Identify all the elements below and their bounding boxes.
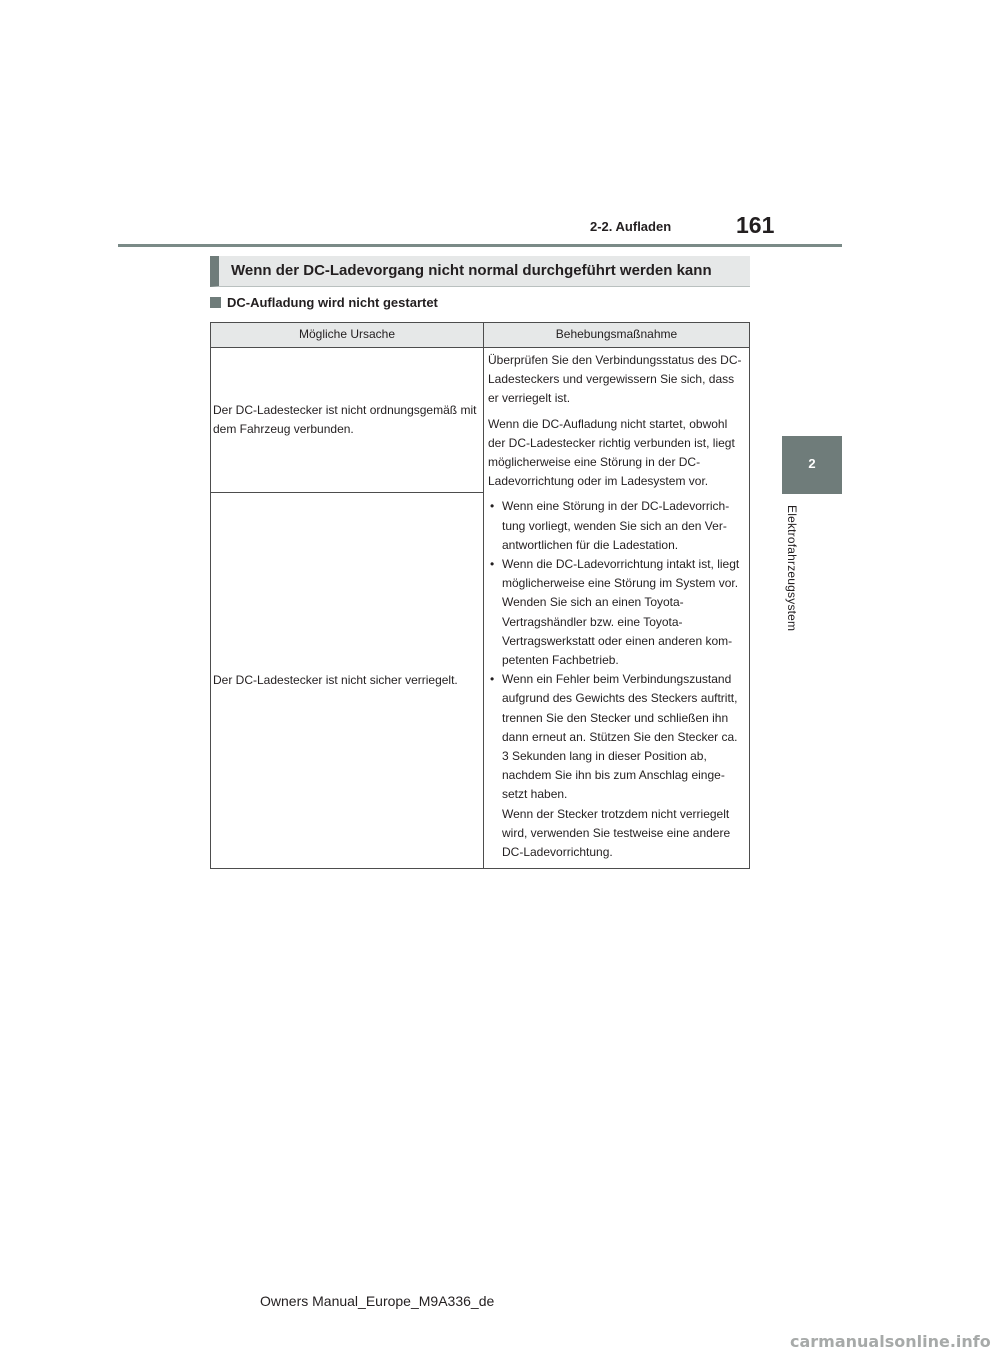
remedy-bullet xyxy=(488,670,745,862)
remedy-bullet-list xyxy=(488,497,745,862)
chapter-tab-number: 2 xyxy=(808,456,816,471)
remedy-bullet: • Wenn die DC-Ladevorrichtung intakt ist, liegt möglicherweise eine Störung im System vor. Wenden Sie sich an einen Toyota-Vertragshändler bzw. eine Toyota-Vertragswerkstatt oder einen anderen kompetenten Fachbetrieb. xyxy=(488,555,745,670)
remedy-cell xyxy=(484,348,750,869)
remedy-bullet-continuation: Wenn der Stecker trotzdem nicht verriegelt wird, verwenden Sie testweise eine andere DC-Ladevorrichtung. xyxy=(502,806,731,860)
table-row xyxy=(211,348,750,493)
sub-heading xyxy=(210,295,438,310)
footer-manual-id: Owners Manual_Europe_M9A336_de xyxy=(260,1293,495,1309)
square-bullet-icon xyxy=(210,297,221,308)
table-header-row xyxy=(211,323,750,348)
header-rule xyxy=(118,244,842,247)
remedy-bullet-text: Wenn ein Fehler beim Verbindungszustand aufgrund des Gewichts des Steckers auftritt, trennen Sie den Stecker und schließen ihn dann erneut an. Stützen Sie den Stecker ca. 3 Sekunden lang in dieser Position ab, nachdem Sie ihn bis zum Anschlag eingesetzt haben. xyxy=(502,672,738,802)
remedy-bullet: • Wenn eine Störung in der DC-Ladevorrichtung vorliegt, wenden Sie sich an den Verantwortlichen für die Ladestation. xyxy=(488,497,745,555)
column-header-cause: Mögliche Ursache xyxy=(211,323,484,348)
sub-heading-text: DC-Aufladung wird nicht gestartet xyxy=(227,295,438,310)
chapter-tab-label: Elektrofahrzeugsystem xyxy=(785,505,799,632)
watermark: carmanualsonline.info xyxy=(790,1332,991,1351)
cause-cell: Der DC-Ladestecker ist nicht ordnungsgemäß mit dem Fahrzeug verbunden. xyxy=(211,348,484,493)
cause-cell: Der DC-Ladestecker ist nicht sicher verriegelt. xyxy=(211,493,484,869)
section-heading-text: Wenn der DC-Ladevorgang nicht normal durchgeführt werden kann xyxy=(231,262,712,279)
remedy-paragraph: Wenn die DC-Aufladung nicht startet, obwohl der DC-Ladestecker richtig verbunden ist, liegt möglicherweise eine Störung in der DC-Ladevorrichtung oder im Ladesystem vor. xyxy=(488,416,735,489)
troubleshooting-table xyxy=(210,322,750,869)
page-number: 161 xyxy=(736,212,775,238)
section-heading xyxy=(210,256,750,287)
remedy-paragraph: Überprüfen Sie den Verbindungsstatus des DC-Ladesteckers und vergewissern Sie sich, dass er verriegelt ist. xyxy=(488,353,742,406)
column-header-remedy: Behebungsmaßnahme xyxy=(484,323,750,348)
header-section-title: 2-2. Aufladen xyxy=(590,219,672,234)
